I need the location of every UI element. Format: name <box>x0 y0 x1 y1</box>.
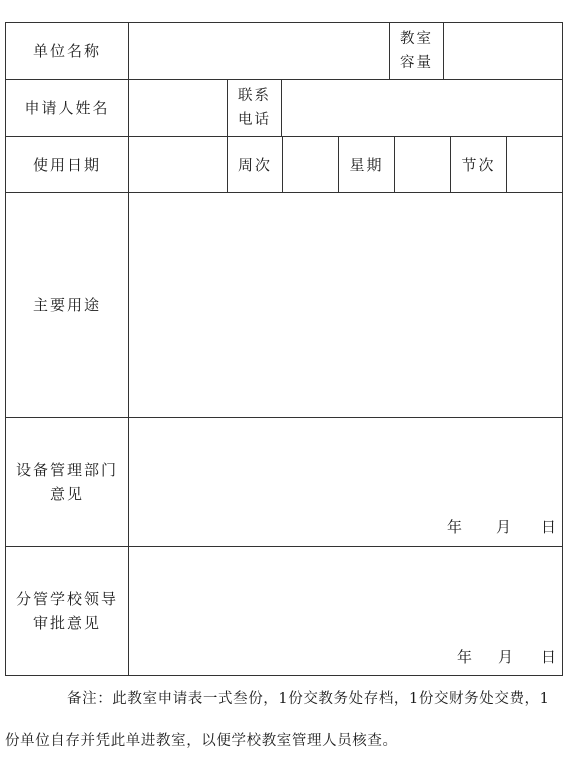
date-month: 月 <box>496 518 512 536</box>
form-note: 备注：此教室申请表一式叁份，1份交教务处存档，1份交财务处交费，1份单位自存并凭此单进教室，以便学校教室管理人员核查。 <box>5 691 550 749</box>
period-field[interactable] <box>507 137 562 192</box>
date-year: 年 <box>457 648 473 666</box>
classroom-application-form <box>5 22 563 676</box>
date-year: 年 <box>447 518 463 536</box>
classroom-capacity-field[interactable] <box>444 23 562 79</box>
phone-label: 联系电话 <box>238 88 271 128</box>
phone-field[interactable] <box>282 80 562 136</box>
week-field[interactable] <box>283 137 338 192</box>
weekday-label: 星期 <box>349 155 384 174</box>
unit-name-label: 单位名称 <box>32 42 101 60</box>
table-border-right <box>562 22 563 676</box>
applicant-name-label: 申请人姓名 <box>24 99 110 117</box>
classroom-capacity-label: 教室容量 <box>400 31 433 71</box>
applicant-name-field[interactable] <box>129 80 227 136</box>
weekday-field[interactable] <box>395 137 450 192</box>
purpose-label: 主要用途 <box>32 296 101 314</box>
period-label: 节次 <box>461 155 496 174</box>
week-label: 周次 <box>237 155 272 174</box>
date-day: 日 <box>541 518 557 536</box>
unit-name-field[interactable] <box>129 23 389 79</box>
use-date-field[interactable] <box>129 137 227 192</box>
leader-approval-label: 分管学校领导审批意见 <box>15 590 118 632</box>
purpose-field[interactable] <box>129 193 562 417</box>
use-date-label: 使用日期 <box>32 155 101 174</box>
equipment-dept-date <box>447 516 556 537</box>
equipment-dept-opinion-label: 设备管理部门意见 <box>15 461 118 503</box>
date-day: 日 <box>541 648 557 666</box>
date-month: 月 <box>498 648 514 666</box>
table-border-bottom <box>5 675 563 676</box>
leader-approval-date <box>457 646 556 667</box>
